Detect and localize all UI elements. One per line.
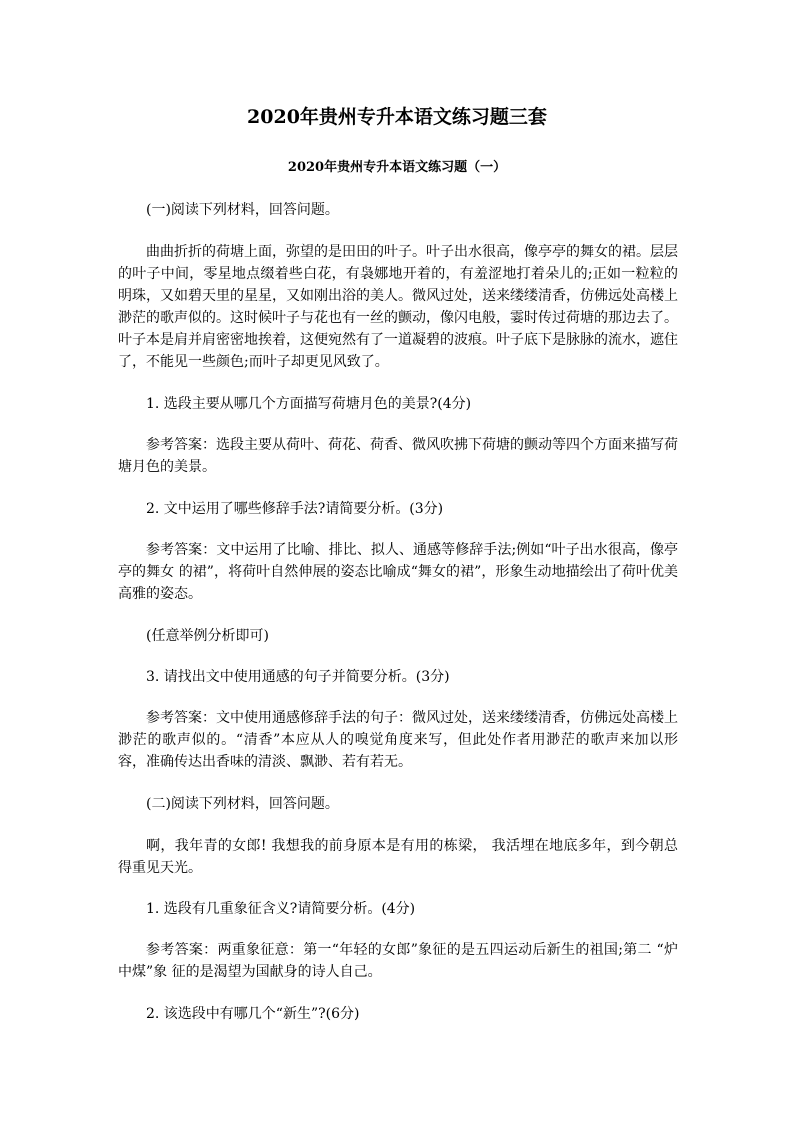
answer-note: (任意举例分析即可) xyxy=(146,628,269,644)
question: 2. 该选段中有哪几个“新生”?(6分) xyxy=(146,1006,360,1022)
section-heading: (二)阅读下列材料，回答问题。 xyxy=(146,796,339,812)
answer: 参考答案：文中使用通感修辞手法的句子：微风过处，送来缕缕清香，仿佛远处高楼上渺茫的歌声似的。“清香”本应从人的嗅觉角度来写，但此处作者用渺茫的歌声来加以形容，准确传达出香味的清淡、飘渺、若有若无。 xyxy=(118,710,678,770)
question: 1. 选段主要从哪几个方面描写荷塘月色的美景?(4分) xyxy=(146,396,472,412)
passage-paragraph: 曲曲折折的荷塘上面，弥望的是田田的叶子。叶子出水很高，像亭亭的舞女的裙。层层的叶子中间，零星地点缀着些白花，有袅娜地开着的，有羞涩地打着朵儿的;正如一粒粒的明珠，又如碧天里的星星，又如刚出浴的美人。微风过处，送来缕缕清香，仿佛远处高楼上渺茫的歌声似的。这时候叶子与花也有一丝的颤动，像闪电般，霎时传过荷塘的那边去了。叶子本是肩并肩密密地挨着，这便宛然有了一道凝碧的波痕。叶子底下是脉脉的流水，遮住了，不能见一些颜色;而叶子却更见风致了。 xyxy=(118,244,678,370)
section-heading: (一)阅读下列材料，回答问题。 xyxy=(146,202,339,218)
document-body xyxy=(118,199,678,1025)
question: 3. 请找出文中使用通感的句子并简要分析。(3分) xyxy=(146,669,450,685)
section-title: 2020年贵州专升本语文练习题（一） xyxy=(287,160,507,175)
answer: 参考答案：文中运用了比喻、排比、拟人、通感等修辞手法;例如“叶子出水很高，像亭亭的舞女 的裙”，将荷叶自然伸展的姿态比喻成“舞女的裙”，形象生动地描绘出了荷叶优美高雅的姿态。 xyxy=(118,542,678,602)
passage-paragraph: 啊，我年青的女郎! 我想我的前身原本是有用的栋梁， 我活埋在地底多年，到今朝总得重见天光。 xyxy=(118,838,678,876)
question: 1. 选段有几重象征含义?请简要分析。(4分) xyxy=(146,901,416,917)
answer: 参考答案：选段主要从荷叶、荷花、荷香、微风吹拂下荷塘的颤动等四个方面来描写荷塘月色的美景。 xyxy=(118,437,678,475)
document-title: 2020年贵州专升本语文练习题三套 xyxy=(247,106,547,128)
answer: 参考答案：两重象征意：第一“年轻的女郎”象征的是五四运动后新生的祖国;第二 “炉中煤”象 征的是渴望为国献身的诗人自己。 xyxy=(118,942,678,980)
question: 2. 文中运用了哪些修辞手法?请简要分析。(3分) xyxy=(146,501,444,517)
